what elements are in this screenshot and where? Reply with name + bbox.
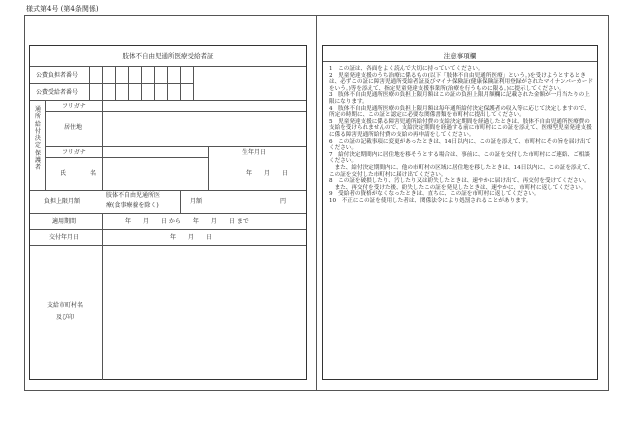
name-label-a: 氏	[60, 170, 67, 177]
certificate-title: 肢体不自由児通所医療受給者証	[122, 52, 214, 60]
birthdate-value: 年 月 日	[246, 170, 292, 177]
guardian-section-label: 通所給付決定保護者	[34, 106, 41, 172]
name-label-b: 名	[90, 170, 97, 177]
note-item: 8 この証を破損したり、汚したり又は紛失したときは、速やかに届け出て、再交付を受けてください。	[329, 178, 590, 185]
note-item: 7 給付決定期間内に居住地を移そうとする場合は、事前に、この証を交付した市町村にご連絡、ご相談ください。	[329, 151, 590, 165]
public-payer-no-label: 公費負担者番号	[36, 72, 79, 79]
issue-date-value: 年 月 日	[170, 234, 213, 241]
municipality-label-2: 及び印	[56, 314, 75, 321]
certificate-panel	[29, 45, 307, 380]
note-item: 9 受給者の資格がなくなったときは、直ちに、この証を市町村に返してください。	[329, 191, 540, 198]
issue-date-label: 交付年月日	[49, 234, 80, 241]
note-item: 4 肢体不自由児通所医療の負担上限月額は毎年通所給付決定保護者の収入等に応じて決定しますので、所定の時期に、この証と認定に必要な関係書類を市町村に提出してください。	[329, 105, 590, 119]
address-label: 居住地	[64, 124, 83, 131]
note-item: 1 この証は、各面をよく読んで大切に持っていてください。	[329, 66, 484, 72]
yen-label: 円	[280, 198, 287, 205]
limit-desc-line2: 療(食事療養を除く)	[106, 202, 159, 209]
furigana-label-1: フリガナ	[62, 103, 86, 110]
note-item: 6 この証の記載事項に変更があったときは、14日以内に、この証を添えて、市町村にその旨を届け出てください。	[329, 138, 592, 152]
municipality-label-1: 支給市町村名	[47, 302, 84, 309]
note-item: 5 児童発達支援に係る障害児通所給付費の支給決定期間を経過したときは、肢体不自由児通所医療費の支給を受けられませんので、支給決定期間を経過する前に市町村にこの証を添えて、医療型児童発達支援に係る障害児通所給付費の支給の再申請をしてください。	[329, 118, 592, 138]
form-caption: 様式第4号 (第4条関係)	[26, 5, 99, 13]
period-value: 年 月 日 から 年 月 日 まで	[125, 218, 249, 225]
limit-label: 負担上限月額	[44, 198, 81, 205]
note-item: 2 児童発達支援のうち治療に係るもの(以下「肢体不自由児通所医療」という。)を受けようとするときは、必ずこの証に障害児通所受給者証及びマイナ保険証(健康保険証利用登録がされたマイナンバーカードをいう。)等を添えて、指定児童発達支援事業所(治療を行うものに限る。)に提示してください。	[329, 72, 594, 92]
period-label: 適用期間	[52, 218, 77, 225]
note-item: 10 不正にこの証を使用した者は、関係法令により処罰されることがあります。	[329, 197, 532, 204]
public-recipient-no-label: 公費受給者番号	[36, 89, 79, 96]
note-item: また、給付決定期間内に、他の市町村の区域に居住地を移したときは、14日以内に、この証を添えて、この証を交付した市町村に届け出てください。	[329, 164, 594, 178]
note-item: 3 肢体不自由児通所医療の負担上限月額はこの証の負担上限月額欄に記載された金額が一月当たりの上限になります。	[329, 92, 590, 105]
note-item: また、再交付を受けた後、紛失したこの証を発見したときは、速やかに、市町村に返してください。	[329, 184, 587, 191]
notes-list	[329, 66, 594, 204]
notes-panel	[322, 45, 598, 380]
furigana-label-2: フリガナ	[62, 149, 86, 156]
birthdate-label: 生年月日	[242, 149, 267, 156]
notes-title: 注意事項欄	[443, 52, 477, 60]
fold-line	[316, 15, 317, 391]
limit-desc-line1: 肢体不自由児通所医	[106, 192, 161, 199]
monthly-label: 月額	[190, 198, 203, 205]
